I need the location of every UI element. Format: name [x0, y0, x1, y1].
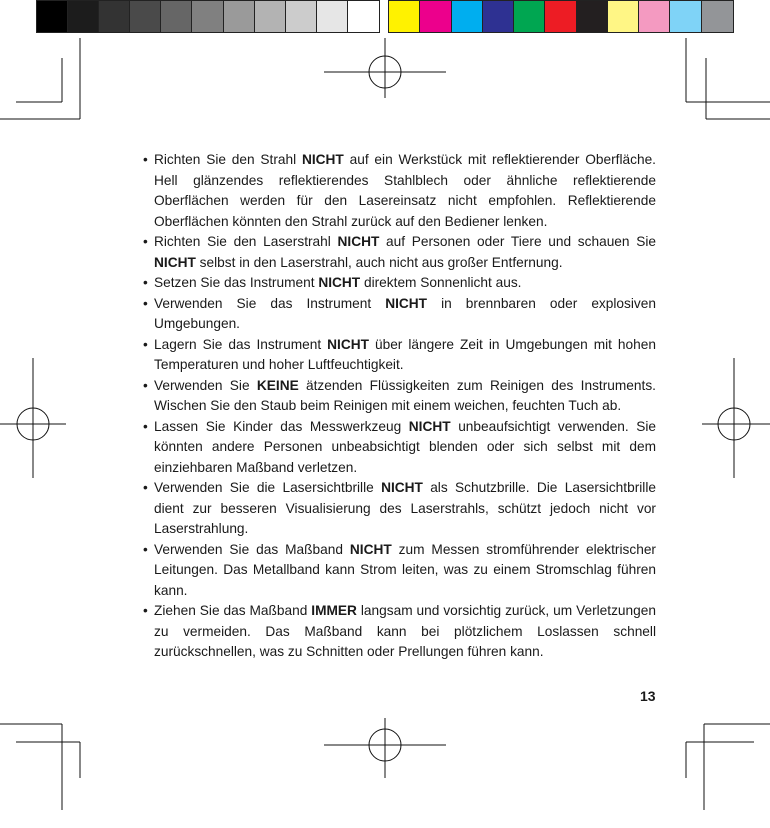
safety-bullet: [143, 376, 656, 417]
crop-mark-top-right: [686, 38, 770, 119]
emphasis-word: NICHT: [154, 254, 196, 270]
safety-bullet: [143, 417, 656, 479]
bullet-text: langsam und vorsichtig zurück, um Verletzungen zu vermeiden. Das Maßband kann bei plötzlichem Loslassen schnell zurückschnellen, was zu Schnitten oder Prellungen führen kann.: [154, 603, 656, 659]
bullet-text: Verwenden Sie: [154, 377, 257, 393]
bullet-text: als Schutzbrille. Die Lasersichtbrille dient zur besseren Visualisierung des Laserstrahls, schützt jedoch nicht vor Laserstrahlung.: [154, 480, 656, 536]
page-number: 13: [640, 688, 656, 704]
registration-mark-left: [0, 358, 66, 478]
bullet-text: selbst in den Laserstrahl, auch nicht aus großer Entfernung.: [195, 254, 563, 270]
bullet-text: ätzenden Flüssigkeiten zum Reinigen des Instruments. Wischen Sie den Staub beim Reinigen mit einem weichen, feuchten Tuch ab.: [154, 377, 656, 413]
bullet-text: auf Personen oder Tiere und schauen Sie: [379, 234, 657, 249]
safety-instructions: [143, 150, 656, 663]
emphasis-word: NICHT: [381, 480, 423, 495]
bullet-text: zum Messen stromführender elektrischer Leitungen. Das Metallband kann Strom leiten, was zu einem Stromschlag führen kann.: [154, 541, 656, 598]
safety-bullet: [143, 273, 656, 294]
bullet-text: Lagern Sie das Instrument: [154, 336, 328, 352]
safety-bullet: [143, 232, 656, 273]
emphasis-word: IMMER: [311, 603, 357, 618]
bullet-text: Verwenden Sie das Maßband: [154, 541, 350, 557]
emphasis-word: KEINE: [256, 377, 299, 393]
bullet-text: Verwenden Sie die Lasersichtbrille: [154, 480, 382, 495]
registration-mark-bottom: [324, 718, 446, 778]
safety-bullet-list: [143, 150, 656, 663]
bullet-text: direktem Sonnenlicht aus.: [360, 275, 522, 290]
emphasis-word: NICHT: [301, 152, 344, 167]
bullet-text: in brennbaren oder explosiven Umgebungen.: [154, 295, 656, 331]
emphasis-word: NICHT: [385, 295, 428, 311]
safety-bullet: [143, 540, 656, 602]
safety-bullet: [143, 294, 656, 335]
crop-mark-bottom-left: [0, 724, 80, 810]
emphasis-word: NICHT: [349, 541, 392, 557]
safety-bullet: [143, 601, 656, 663]
bullet-text: über längere Zeit in Umgebungen mit hohen Temperaturen und hoher Luftfeuchtigkeit.: [154, 336, 656, 372]
emphasis-word: NICHT: [318, 275, 361, 290]
registration-mark-right: [702, 358, 770, 478]
safety-bullet: [143, 150, 656, 232]
bullet-text: Richten Sie den Laserstrahl: [154, 234, 338, 249]
safety-bullet: [143, 478, 656, 540]
bullet-text: Setzen Sie das Instrument: [154, 275, 319, 290]
registration-mark-top: [324, 38, 446, 98]
bullet-text: auf ein Werkstück mit reflektierender Oberfläche. Hell glänzendes reflektierendes Stahlblech oder ähnliche reflektierende Oberflächen werden für den Lasereinsatz nicht empfohlen. Reflektierende Oberflächen könnten den Strahl zurück auf den Bediener lenken.: [154, 152, 656, 229]
emphasis-word: NICHT: [337, 234, 380, 249]
crop-mark-bottom-right: [686, 724, 770, 810]
emphasis-word: NICHT: [408, 418, 451, 434]
bullet-text: Richten Sie den Strahl: [154, 152, 302, 167]
bullet-text: Verwenden Sie das Instrument: [154, 295, 386, 311]
bullet-text: unbeaufsichtigt verwenden. Sie könnten andere Personen unbeabsichtigt blenden oder sich selbst mit dem einziehbaren Maßband verletzen.: [154, 418, 656, 475]
safety-bullet: [143, 335, 656, 376]
bullet-text: Lassen Sie Kinder das Messwerkzeug: [154, 418, 409, 434]
crop-mark-top-left: [0, 38, 80, 119]
emphasis-word: NICHT: [327, 336, 369, 352]
bullet-text: Ziehen Sie das Maßband: [154, 603, 312, 618]
